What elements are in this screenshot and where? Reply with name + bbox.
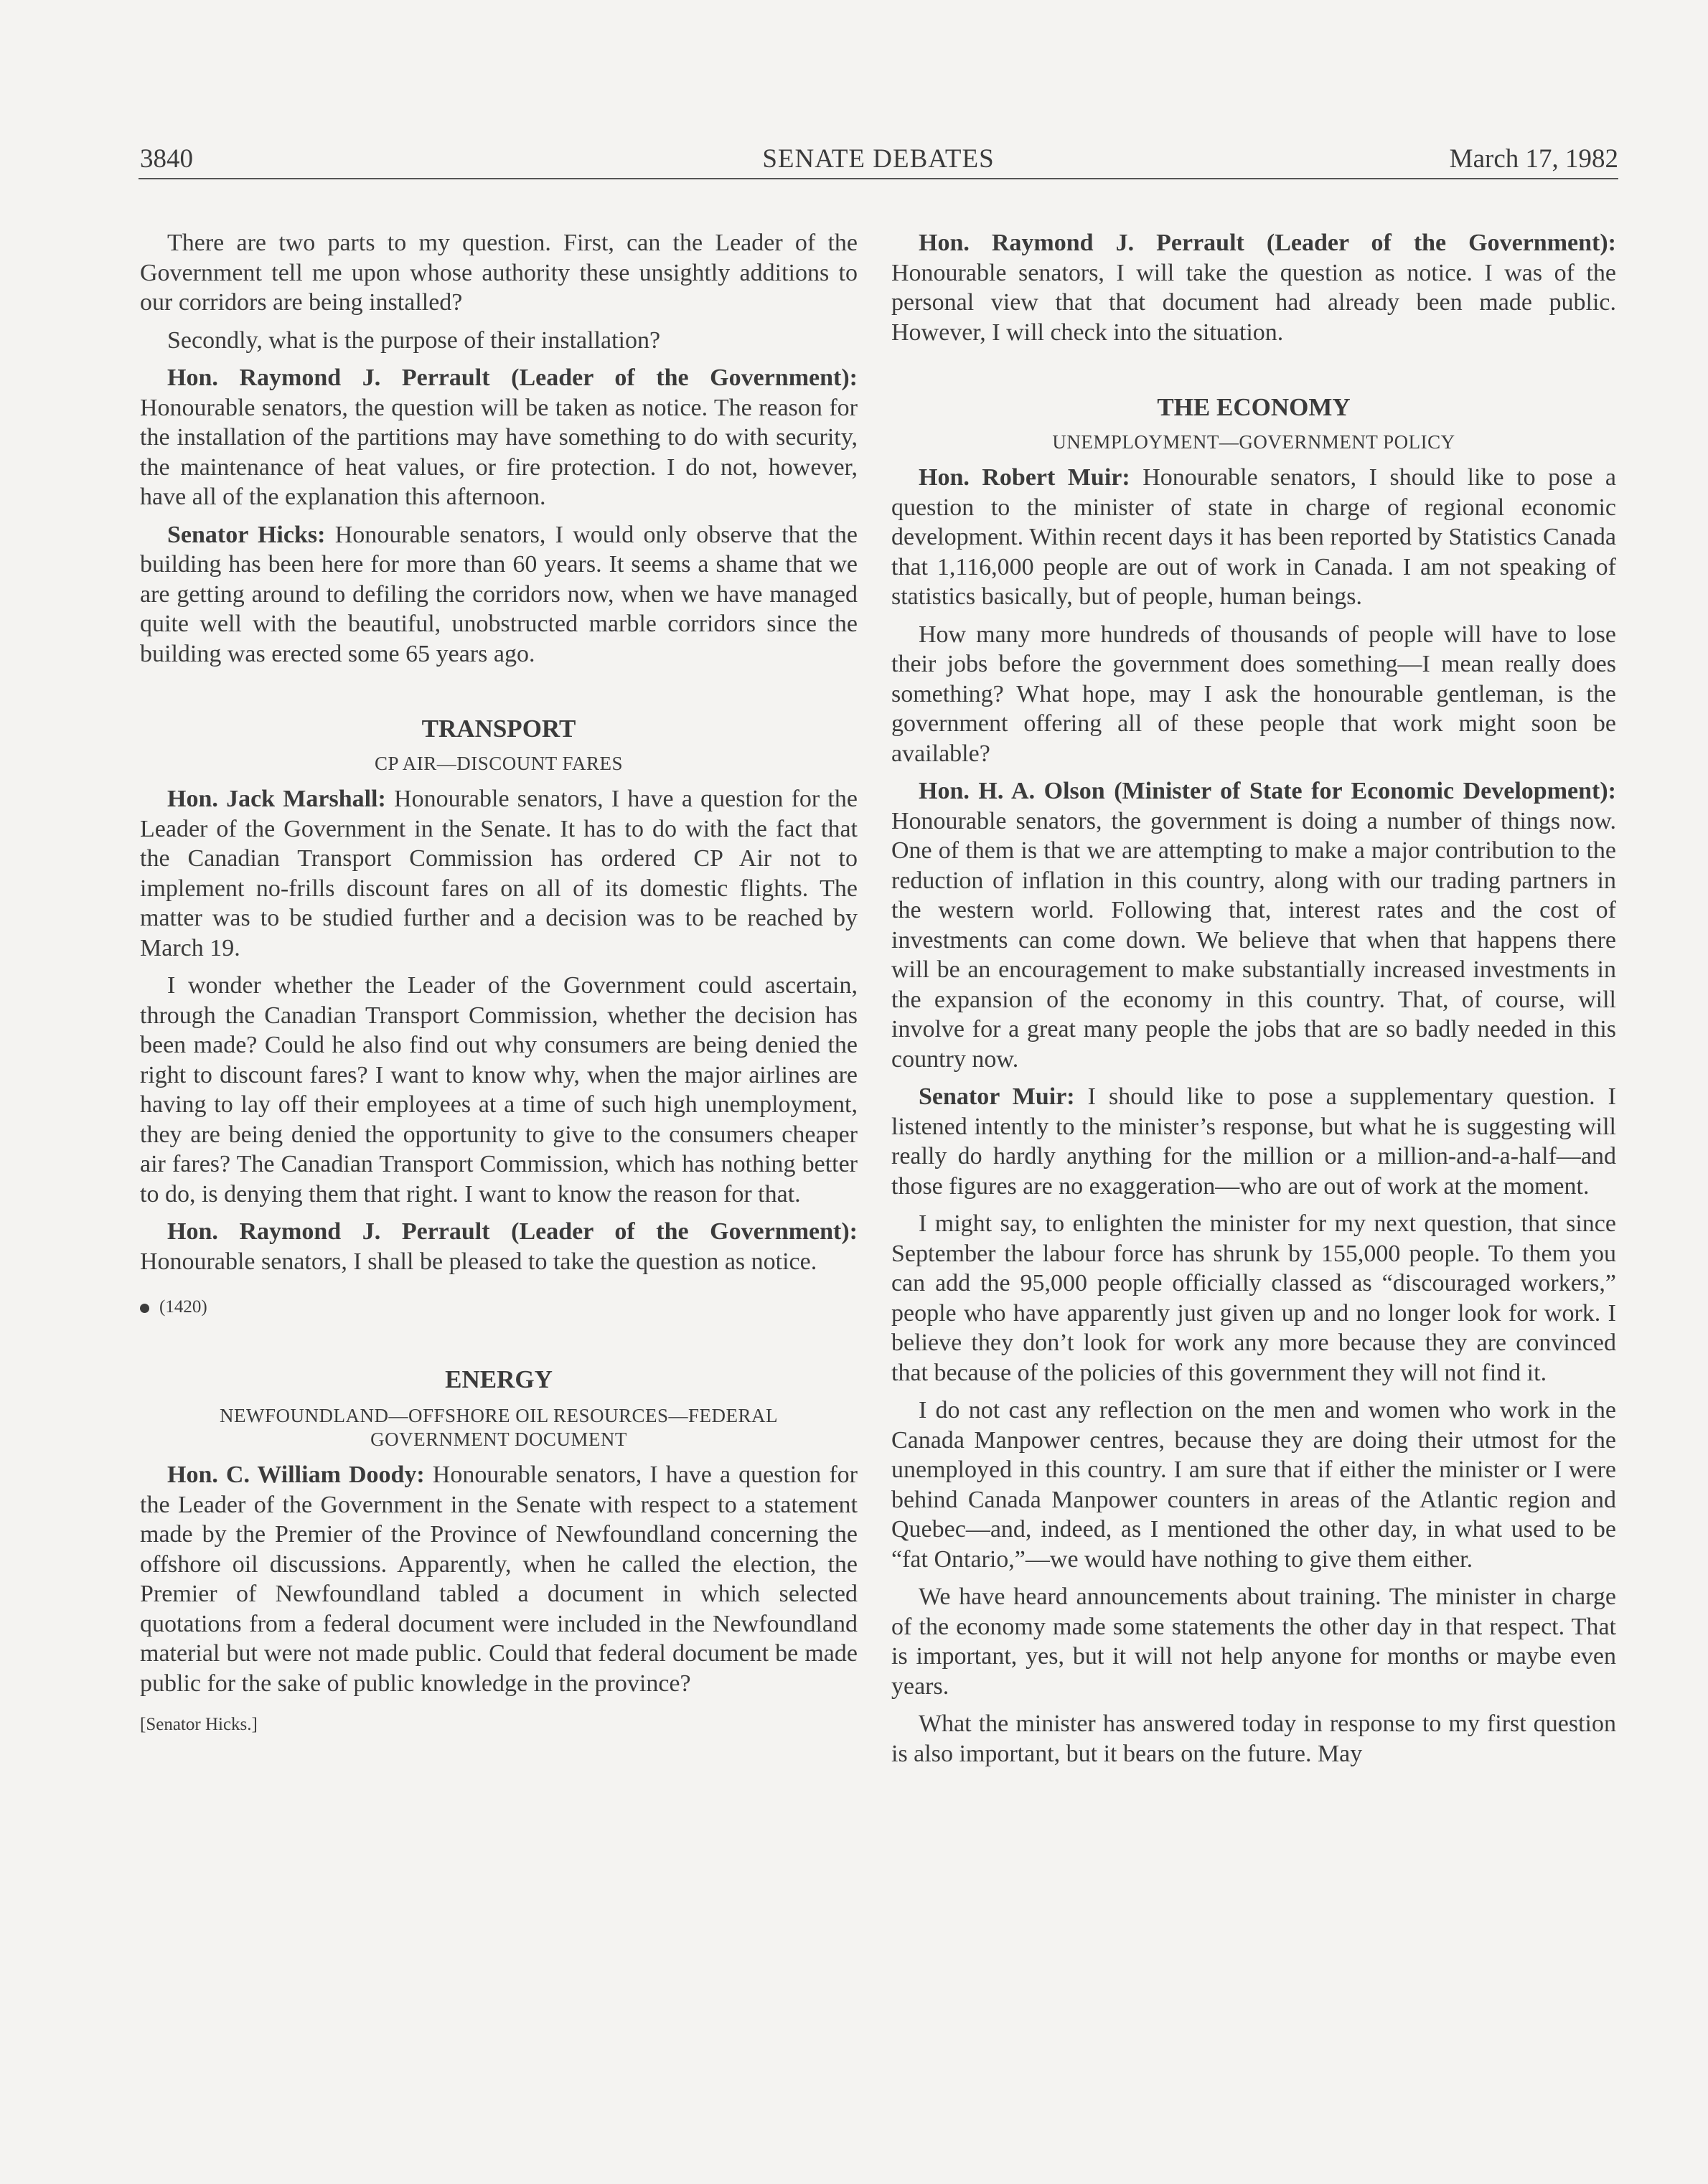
paragraph: How many more hundreds of thousands of people will have to lose their jobs before the government does something—I mean really does something? What hope, may I ask the honourable gentleman, is the government offering all of these people that work might soon be available? [891,621,1616,767]
publication-title: SENATE DEBATES [762,144,995,174]
speech-text: Honourable senators, the government is doing a number of things now. One of them is that we are attempting to make a major contribution to the reduction of inflation in this country, along with our trading partners in the western world. Following that, interest rates and the cost of investments can come down. We believe that when that happens there will be an encouragement to make substantially increased investments in the expansion of the economy in this country. That, of course, will involve for a great many people the jobs that are so badly needed in this country now. [891,807,1616,1073]
speaker-name: Senator Hicks: [167,521,326,548]
paragraph: There are two parts to my question. First, can the Leader of the Government tell me upon whose authority these unsightly additions to our corridors are being installed? [140,230,858,316]
paragraph: What the minister has answered today in response to my first question is also important, but it bears on the future. May [891,1710,1616,1767]
paragraph [891,228,1616,347]
bullet-icon [140,1304,149,1313]
section-heading: TRANSPORT [421,715,576,743]
speech-text: I should like to pose a supplementary question. I listened intently to the minister’s response, but what he is suggesting will really do hardly anything for the million or a million-and-a-half—and those figures are no exaggeration—who are out of work at the moment. [891,1083,1616,1200]
section-heading: ENERGY [445,1365,553,1393]
speaker-name: Hon. Raymond J. Perrault (Leader of the Government): [919,230,1616,256]
paragraph: Secondly, what is the purpose of their installation? [167,326,661,354]
section-subheading: NEWFOUNDLAND—OFFSHORE OIL RESOURCES—FEDERAL GOVERNMENT DOCUMENT [219,1405,779,1450]
right-column [891,228,1616,1769]
page-number: 3840 [140,144,193,174]
section-subheading: UNEMPLOYMENT—GOVERNMENT POLICY [1052,431,1455,453]
paragraph [140,363,858,512]
page-date: March 17, 1982 [1449,144,1618,174]
speaker-name: Hon. Raymond J. Perrault (Leader of the Government): [167,1218,858,1245]
speaker-name: Hon. H. A. Olson (Minister of State for Economic Development): [919,778,1616,804]
paragraph [891,776,1616,1074]
speech-text: Honourable senators, I have a question for the Leader of the Government in the Senate. It has to do with the fact that the Canadian Transport Commission has ordered CP Air not to implement no-frills discount fares on all of its domestic flights. The matter was to be studied further and a decision was to be reached by March 19. [140,786,858,961]
speaker-name: Hon. C. William Doody: [167,1462,425,1488]
speaker-name: Hon. Robert Muir: [919,464,1130,491]
paragraph: I wonder whether the Leader of the Government could ascertain, through the Canadian Transport Commission, whether the decision has been made? Could he also find out why consumers are being denied the right to discount fares? I want to know why, when the major airlines are having to lay off their employees at a time of such high unemployment, they are being denied the opportunity to give to the consumers cheaper air fares? The Canadian Transport Commission, which has nothing better to do, is denying them that right. I want to know the reason for that. [140,972,858,1208]
speech-text: Honourable senators, I shall be pleased to take the question as notice. [140,1248,817,1275]
footer-note: [Senator Hicks.] [140,1715,258,1734]
paragraph: I might say, to enlighten the minister for my next question, that since September the labour force has shrunk by 155,000 people. To them you can add the 95,000 people officially classed as “discouraged workers,” people who have apparently just given up and no longer look for work. I believe they don’t look for work any more because they are convinced that because of the policies of this government they will not find it. [891,1210,1616,1386]
speech-text: Honourable senators, I should like to pose a question to the minister of state in charge of regional economic development. Within recent days it has been reported by Statistics Canada that 1,116,000 people are out of work in Canada. I am not speaking of statistics basically, but of people, human beings. [891,464,1617,610]
section-heading: THE ECONOMY [1157,393,1351,421]
left-column [140,228,858,1736]
paragraph [891,463,1616,612]
speech-text: Honourable senators, I will take the question as notice. I was of the personal view that that document had already been made public. However, I will check into the situation. [891,259,1616,346]
paragraph: We have heard announcements about training. The minister in charge of the economy made some statements the other day in that respect. That is important, yes, but it will not help anyone for months or maybe even years. [891,1583,1616,1700]
page-header [139,141,1618,179]
speaker-name: Hon. Raymond J. Perrault (Leader of the Government): [167,364,858,391]
speaker-name: Hon. Jack Marshall: [167,786,386,812]
speech-text: Honourable senators, I have a question for the Leader of the Government in the Senate with respect to a statement made by the Premier of the Province of Newfoundland concerning the offshore oil discussions. Apparently, when he called the election, the Premier of Newfoundland tabled a document in which selected quotations from a federal document were included in the Newfoundland material but were not made public. Could that federal document be made public for the sake of public knowledge in the province? [140,1462,858,1697]
paragraph [140,1460,858,1698]
paragraph [891,1082,1616,1201]
paragraph [140,520,858,669]
paragraph [140,784,858,963]
speech-text: Honourable senators, the question will be taken as notice. The reason for the installation of the partitions may have something to do with security, the maintenance of heat values, or fire protection. I do not, however, have all of the explanation this afternoon. [140,394,858,510]
speaker-name: Senator Muir: [919,1083,1075,1110]
paragraph [140,1217,858,1276]
time-marker [140,1296,858,1318]
paragraph: I do not cast any reflection on the men and women who work in the Canada Manpower centres, because they are doing their utmost for the unemployed in this country. I am sure that if either the minister or I were behind Canada Manpower counters in areas of the Atlantic region and Quebec—and, indeed, as I mentioned the other day, in what used to be “fat Ontario,”—we would have nothing to give them either. [891,1397,1616,1573]
time-stamp: (1420) [159,1297,207,1317]
speech-text: Honourable senators, I would only observe that the building has been here for more than 60 years. It seems a shame that we are getting around to defiling the corridors now, when we have managed quite well with the beautiful, unobstructed marble corridors since the building was erected some 65 years ago. [140,521,858,667]
section-subheading: CP AIR—DISCOUNT FARES [374,753,624,774]
